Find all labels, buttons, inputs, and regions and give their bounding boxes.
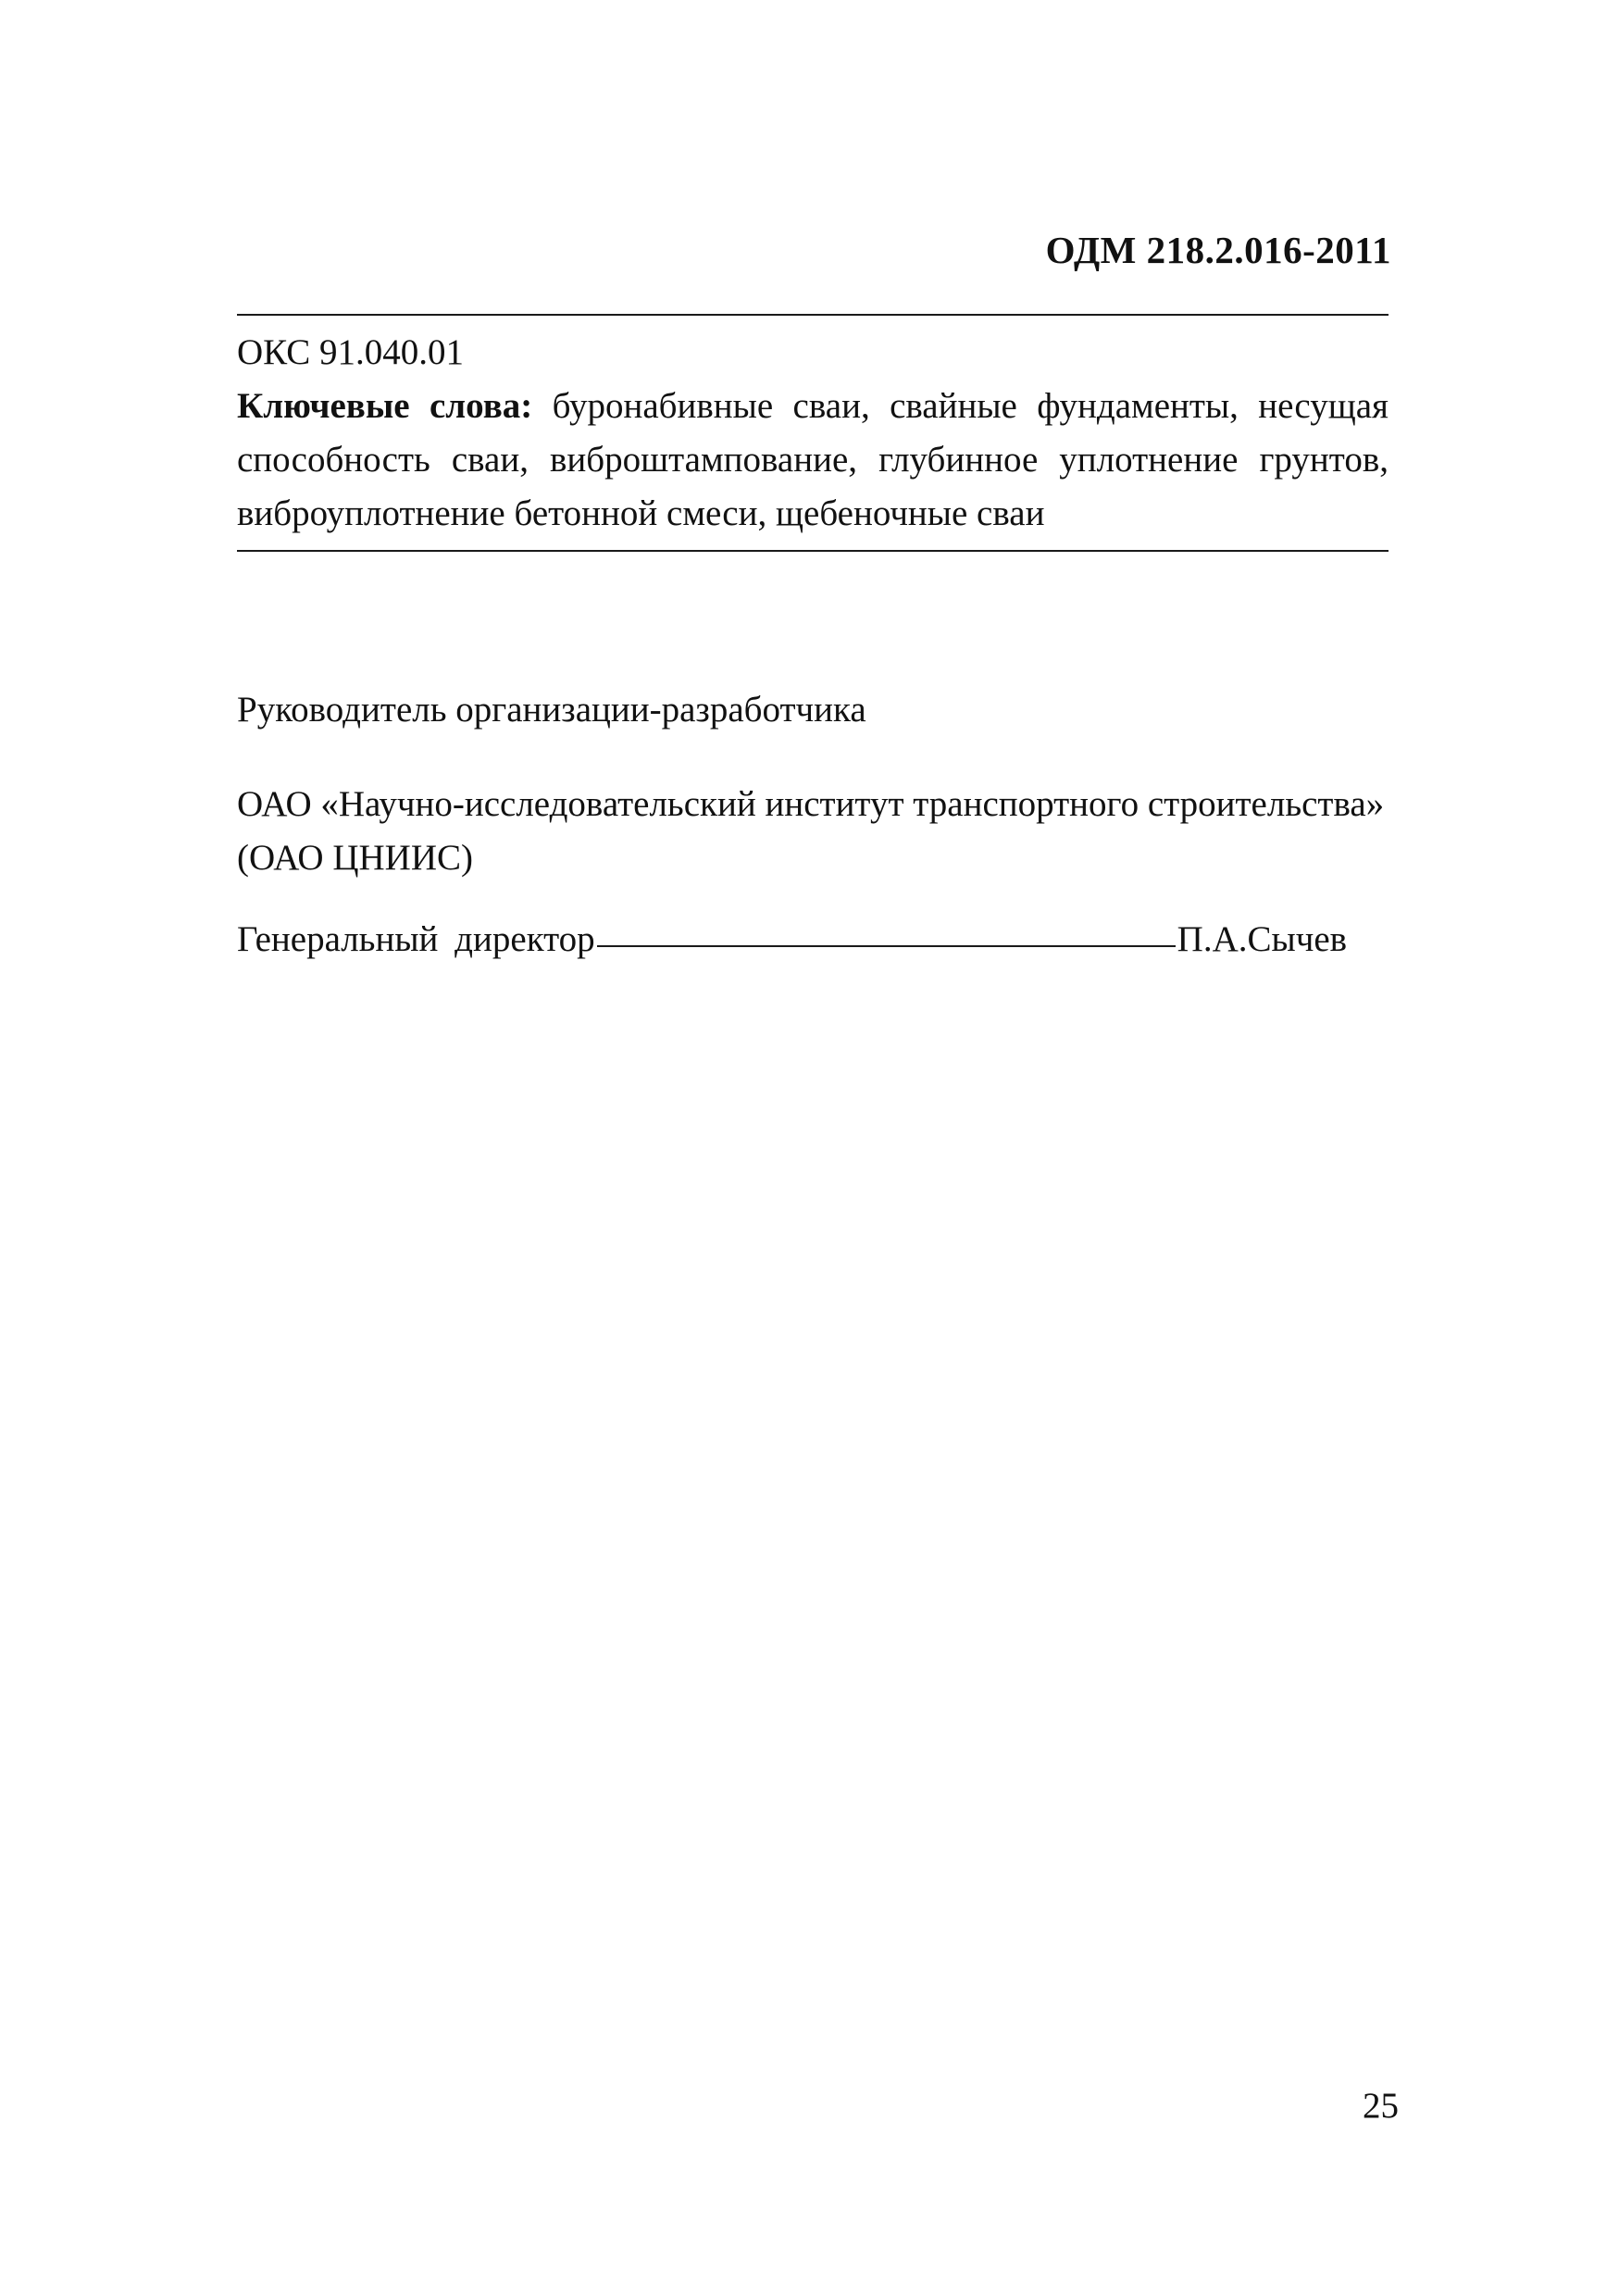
- keywords-label: Ключевые слова:: [237, 386, 533, 426]
- signature-line: [597, 945, 1176, 947]
- keywords-paragraph: [237, 380, 1389, 541]
- organization-block: [237, 778, 1389, 885]
- classification-block: [237, 326, 1389, 541]
- organization-name: ОАО «Научно-исследовательский институт транспортного строительства»: [237, 784, 1385, 824]
- developer-head-label: Руководитель организации-разработчика: [237, 690, 866, 730]
- signatory-name: П.А.Сычев: [1177, 919, 1348, 959]
- signature-row: [237, 918, 1389, 960]
- okc-code: ОКС 91.040.01: [237, 332, 464, 372]
- bottom-divider: [237, 550, 1389, 552]
- signatory-position: Генеральный директор: [237, 919, 595, 959]
- document-code: ОДМ 218.2.016-2011: [1045, 229, 1391, 271]
- page-number: 25: [1363, 2086, 1399, 2126]
- keywords-text: буронабивные сваи, свайные фундаменты, несущая способность сваи, виброштампование, глубинное уплотнение грунтов, виброуплотнение бетонной смеси, щебеночные сваи: [237, 386, 1389, 533]
- top-divider: [237, 314, 1389, 316]
- organization-abbreviation: (ОАО ЦНИИС): [237, 838, 474, 878]
